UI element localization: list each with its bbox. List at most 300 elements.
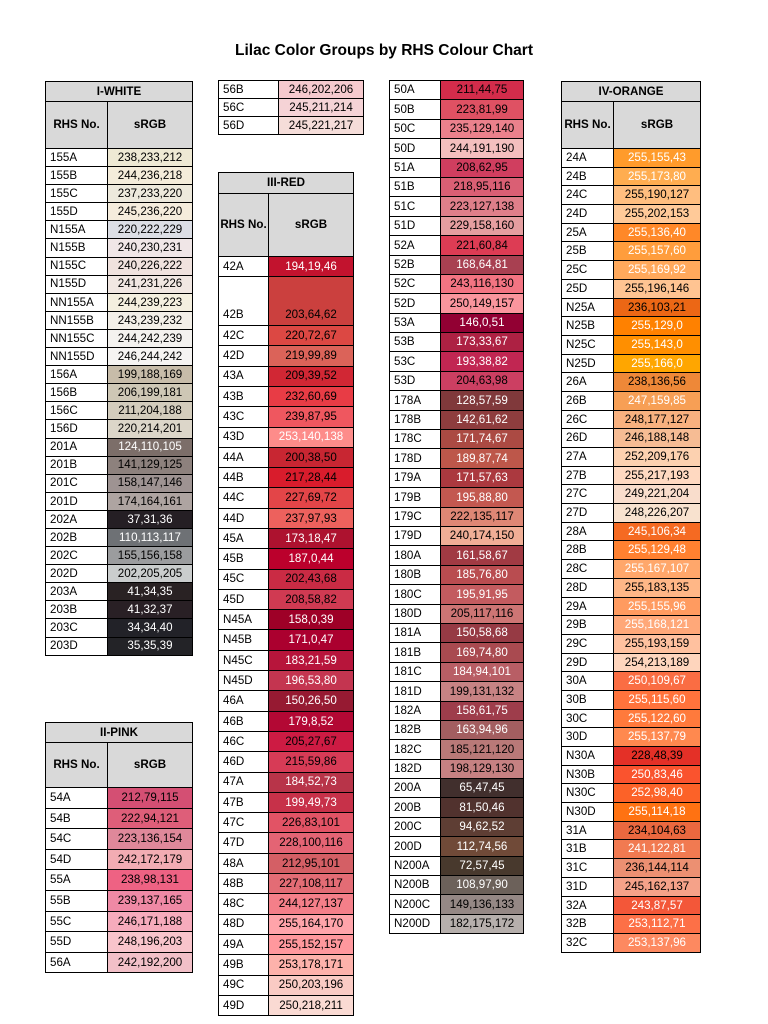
- color-row: [219, 569, 354, 589]
- color-row: [390, 352, 524, 371]
- srgb-swatch: 253,140,138: [269, 427, 354, 447]
- color-row: [562, 690, 701, 709]
- color-row: [390, 449, 524, 468]
- color-row: [219, 752, 354, 772]
- srgb-swatch: 238,136,56: [614, 373, 701, 392]
- color-row: [390, 662, 524, 681]
- rhs-number: 24D: [562, 205, 614, 224]
- srgb-swatch: 253,178,171: [269, 955, 354, 975]
- rhs-number: N45A: [219, 610, 269, 630]
- color-row: [219, 549, 354, 569]
- color-row: [219, 955, 354, 975]
- srgb-swatch: 241,231,226: [108, 275, 193, 293]
- srgb-swatch: 255,143,0: [614, 335, 701, 354]
- color-row: [46, 275, 193, 293]
- color-row: [562, 728, 701, 747]
- rhs-number: 42D: [219, 346, 269, 366]
- rhs-number: N155D: [46, 275, 108, 293]
- color-row: [562, 747, 701, 766]
- rhs-number: NN155B: [46, 311, 108, 329]
- rhs-number: 32B: [562, 915, 614, 934]
- color-row: [562, 616, 701, 635]
- srgb-swatch: 195,88,80: [441, 488, 524, 507]
- rhs-number: 179A: [390, 468, 441, 487]
- srgb-swatch: 158,0,39: [269, 610, 354, 630]
- color-row: [390, 585, 524, 604]
- rhs-number: 26D: [562, 429, 614, 448]
- rhs-number: 25A: [562, 223, 614, 242]
- srgb-swatch: 236,103,21: [614, 298, 701, 317]
- color-row: [219, 995, 354, 1015]
- rhs-number: N45D: [219, 671, 269, 691]
- srgb-swatch: 211,204,188: [108, 402, 193, 420]
- color-row: [46, 149, 193, 167]
- srgb-swatch: 150,58,68: [441, 623, 524, 642]
- srgb-swatch: 184,94,101: [441, 662, 524, 681]
- color-row: [46, 932, 193, 953]
- srgb-swatch: 200,38,50: [269, 447, 354, 467]
- srgb-header: sRGB: [108, 102, 193, 149]
- color-row: [46, 366, 193, 384]
- rhs-number: 25B: [562, 242, 614, 261]
- srgb-swatch: 150,26,50: [269, 691, 354, 711]
- rhs-number: 179D: [390, 526, 441, 545]
- rhs-number: 56C: [219, 99, 279, 117]
- color-row: [46, 829, 193, 850]
- color-row: [46, 185, 193, 203]
- color-row: [219, 407, 354, 427]
- rhs-number: 182C: [390, 740, 441, 759]
- srgb-swatch: 255,202,153: [614, 205, 701, 224]
- srgb-swatch: 94,62,52: [441, 817, 524, 836]
- rhs-number: 54C: [46, 829, 108, 850]
- color-row: [562, 560, 701, 579]
- color-row: [390, 740, 524, 759]
- color-row: [46, 547, 193, 565]
- srgb-swatch: 179,8,52: [269, 711, 354, 731]
- rhs-number: 202D: [46, 565, 108, 583]
- rhs-number: 45D: [219, 589, 269, 609]
- srgb-swatch: 206,199,181: [108, 384, 193, 402]
- srgb-swatch: 195,91,95: [441, 585, 524, 604]
- rhs-header: RHS No.: [46, 102, 108, 149]
- rhs-number: 52C: [390, 274, 441, 293]
- color-row: [562, 784, 701, 803]
- color-row: [390, 197, 524, 216]
- rhs-number: 42C: [219, 326, 269, 346]
- srgb-swatch: 255,114,18: [614, 803, 701, 822]
- color-row: [46, 311, 193, 329]
- color-row: [562, 840, 701, 859]
- srgb-swatch: 171,74,67: [441, 430, 524, 449]
- orange-group-table: [561, 81, 701, 953]
- color-row: [219, 894, 354, 914]
- color-row: [219, 427, 354, 447]
- color-row: [562, 933, 701, 952]
- srgb-swatch: 255,136,40: [614, 223, 701, 242]
- srgb-swatch: 184,52,73: [269, 772, 354, 792]
- pink-group-table: [45, 722, 193, 973]
- color-row: [390, 895, 524, 914]
- rhs-number: NN155A: [46, 293, 108, 311]
- color-row: [219, 508, 354, 528]
- rhs-number: 29D: [562, 653, 614, 672]
- color-row: [46, 402, 193, 420]
- color-row: [562, 672, 701, 691]
- srgb-swatch: 252,209,176: [614, 448, 701, 467]
- color-row: [46, 293, 193, 311]
- srgb-swatch: 255,169,92: [614, 261, 701, 280]
- srgb-swatch: 72,57,45: [441, 856, 524, 875]
- color-row: [390, 507, 524, 526]
- color-row: [562, 634, 701, 653]
- color-row: [562, 167, 701, 186]
- srgb-swatch: 246,188,148: [614, 429, 701, 448]
- rhs-number: N25A: [562, 298, 614, 317]
- color-row: [562, 803, 701, 822]
- rhs-number: 30D: [562, 728, 614, 747]
- color-row: [219, 650, 354, 670]
- color-row: [390, 333, 524, 352]
- color-row: [562, 578, 701, 597]
- color-row: [562, 223, 701, 242]
- rhs-number: 50D: [390, 139, 441, 158]
- srgb-header: sRGB: [614, 102, 701, 149]
- srgb-swatch: 236,144,114: [614, 859, 701, 878]
- rhs-number: 50B: [390, 100, 441, 119]
- rhs-number: 203C: [46, 619, 108, 637]
- rhs-number: 178C: [390, 430, 441, 449]
- color-row: [219, 257, 354, 277]
- srgb-swatch: 244,236,218: [108, 167, 193, 185]
- rhs-number: 178B: [390, 410, 441, 429]
- srgb-swatch: 238,98,131: [108, 870, 193, 891]
- srgb-swatch: 217,28,44: [269, 468, 354, 488]
- srgb-swatch: 173,33,67: [441, 333, 524, 352]
- rhs-number: N25B: [562, 317, 614, 336]
- rhs-number: 52A: [390, 236, 441, 255]
- rhs-number: 202A: [46, 510, 108, 528]
- group-title: II-PINK: [46, 723, 193, 743]
- rhs-number: 180A: [390, 546, 441, 565]
- rhs-number: 44A: [219, 447, 269, 467]
- srgb-swatch: 250,149,157: [441, 294, 524, 313]
- rhs-number: 201A: [46, 438, 108, 456]
- srgb-swatch: 141,129,125: [108, 456, 193, 474]
- rhs-number: 54A: [46, 788, 108, 809]
- rhs-number: 156C: [46, 402, 108, 420]
- color-row: [390, 546, 524, 565]
- color-row: [46, 637, 193, 655]
- color-row: [219, 711, 354, 731]
- rhs-number: 200B: [390, 798, 441, 817]
- color-row: [219, 589, 354, 609]
- srgb-swatch: 212,95,101: [269, 853, 354, 873]
- color-row: [46, 492, 193, 510]
- color-row: [562, 373, 701, 392]
- color-row: [390, 526, 524, 545]
- color-row: [562, 896, 701, 915]
- group-title: I-WHITE: [46, 82, 193, 102]
- srgb-swatch: 242,192,200: [108, 952, 193, 973]
- srgb-swatch: 255,167,107: [614, 560, 701, 579]
- color-row: [219, 81, 364, 99]
- srgb-swatch: 227,108,117: [269, 874, 354, 894]
- rhs-number: N200B: [390, 876, 441, 895]
- rhs-number: 51B: [390, 177, 441, 196]
- rhs-number: 48D: [219, 914, 269, 934]
- srgb-swatch: 169,74,80: [441, 643, 524, 662]
- srgb-swatch: 243,239,232: [108, 311, 193, 329]
- rhs-number: 28C: [562, 560, 614, 579]
- color-row: [46, 438, 193, 456]
- rhs-number: 201B: [46, 456, 108, 474]
- srgb-swatch: 228,100,116: [269, 833, 354, 853]
- rhs-number: 24C: [562, 186, 614, 205]
- rhs-number: 50A: [390, 81, 441, 100]
- srgb-swatch: 255,173,80: [614, 167, 701, 186]
- rhs-number: 47A: [219, 772, 269, 792]
- rhs-number: 155B: [46, 167, 108, 185]
- color-row: [219, 813, 354, 833]
- srgb-swatch: 255,157,60: [614, 242, 701, 261]
- color-row: [390, 876, 524, 895]
- color-row: [46, 510, 193, 528]
- srgb-swatch: 235,129,140: [441, 119, 524, 138]
- srgb-swatch: 243,116,130: [441, 274, 524, 293]
- rhs-number: 178D: [390, 449, 441, 468]
- srgb-swatch: 221,60,84: [441, 236, 524, 255]
- srgb-swatch: 211,44,75: [441, 81, 524, 100]
- srgb-swatch: 226,83,101: [269, 813, 354, 833]
- rhs-number: 51D: [390, 216, 441, 235]
- rhs-number: 53B: [390, 333, 441, 352]
- rhs-number: 156B: [46, 384, 108, 402]
- srgb-swatch: 205,117,116: [441, 604, 524, 623]
- srgb-swatch: 239,137,165: [108, 890, 193, 911]
- srgb-swatch: 245,162,137: [614, 877, 701, 896]
- rhs-number: 182A: [390, 701, 441, 720]
- srgb-swatch: 202,43,68: [269, 569, 354, 589]
- srgb-swatch: 35,35,39: [108, 637, 193, 655]
- srgb-swatch: 185,121,120: [441, 740, 524, 759]
- rhs-header: RHS No.: [219, 194, 269, 257]
- color-row: [46, 384, 193, 402]
- srgb-swatch: 203,64,62: [269, 277, 354, 326]
- rhs-number: 181A: [390, 623, 441, 642]
- rhs-number: 42A: [219, 257, 269, 277]
- srgb-swatch: 232,60,69: [269, 386, 354, 406]
- rhs-number: N200D: [390, 914, 441, 933]
- group-title: III-RED: [219, 173, 354, 194]
- srgb-swatch: 248,226,207: [614, 504, 701, 523]
- srgb-swatch: 252,98,40: [614, 784, 701, 803]
- rhs-number: 48A: [219, 853, 269, 873]
- srgb-swatch: 238,233,212: [108, 149, 193, 167]
- color-row: [46, 239, 193, 257]
- rhs-number: 42B: [219, 277, 269, 326]
- srgb-swatch: 168,64,81: [441, 255, 524, 274]
- color-row: [562, 261, 701, 280]
- srgb-header: sRGB: [108, 743, 193, 788]
- rhs-number: 178A: [390, 391, 441, 410]
- srgb-swatch: 250,203,196: [269, 975, 354, 995]
- srgb-swatch: 199,188,169: [108, 366, 193, 384]
- page-title: Lilac Color Groups by RHS Colour Chart: [235, 42, 533, 59]
- color-row: [562, 242, 701, 261]
- srgb-swatch: 220,72,67: [269, 326, 354, 346]
- srgb-swatch: 34,34,40: [108, 619, 193, 637]
- srgb-swatch: 243,87,57: [614, 896, 701, 915]
- srgb-swatch: 149,136,133: [441, 895, 524, 914]
- color-row: [219, 447, 354, 467]
- srgb-swatch: 245,236,220: [108, 203, 193, 221]
- srgb-swatch: 124,110,105: [108, 438, 193, 456]
- srgb-swatch: 250,109,67: [614, 672, 701, 691]
- rhs-number: 27B: [562, 466, 614, 485]
- rhs-number: N200A: [390, 856, 441, 875]
- color-row: [562, 522, 701, 541]
- color-row: [219, 528, 354, 548]
- rhs-number: 179C: [390, 507, 441, 526]
- rhs-number: 156D: [46, 420, 108, 438]
- rhs-number: 31D: [562, 877, 614, 896]
- color-row: [390, 468, 524, 487]
- rhs-number: 24B: [562, 167, 614, 186]
- rhs-number: 45C: [219, 569, 269, 589]
- color-row: [390, 817, 524, 836]
- rhs-number: 182B: [390, 720, 441, 739]
- srgb-swatch: 234,104,63: [614, 821, 701, 840]
- srgb-swatch: 220,222,229: [108, 221, 193, 239]
- color-row: [390, 488, 524, 507]
- srgb-swatch: 222,94,121: [108, 808, 193, 829]
- srgb-swatch: 189,87,74: [441, 449, 524, 468]
- srgb-swatch: 242,172,179: [108, 849, 193, 870]
- color-row: [562, 597, 701, 616]
- srgb-swatch: 161,58,67: [441, 546, 524, 565]
- rhs-number: 46B: [219, 711, 269, 731]
- color-row: [390, 177, 524, 196]
- color-row: [219, 934, 354, 954]
- srgb-swatch: 209,39,52: [269, 366, 354, 386]
- rhs-number: 180B: [390, 565, 441, 584]
- srgb-header: sRGB: [269, 194, 354, 257]
- color-row: [46, 870, 193, 891]
- srgb-swatch: 237,97,93: [269, 508, 354, 528]
- rhs-number: 54D: [46, 849, 108, 870]
- color-row: [219, 833, 354, 853]
- rhs-number: 31C: [562, 859, 614, 878]
- rhs-number: 53D: [390, 371, 441, 390]
- rhs-number: 202B: [46, 528, 108, 546]
- srgb-swatch: 255,122,60: [614, 709, 701, 728]
- color-row: [46, 257, 193, 275]
- srgb-swatch: 240,174,150: [441, 526, 524, 545]
- srgb-swatch: 196,53,80: [269, 671, 354, 691]
- color-row: [390, 371, 524, 390]
- srgb-swatch: 194,19,46: [269, 257, 354, 277]
- rhs-number: 202C: [46, 547, 108, 565]
- srgb-swatch: 146,0,51: [441, 313, 524, 332]
- rhs-header: RHS No.: [562, 102, 614, 149]
- srgb-swatch: 240,230,231: [108, 239, 193, 257]
- rhs-number: 181D: [390, 682, 441, 701]
- color-row: [562, 317, 701, 336]
- color-row: [562, 765, 701, 784]
- rhs-number: 28D: [562, 578, 614, 597]
- srgb-swatch: 250,83,46: [614, 765, 701, 784]
- color-row: [562, 354, 701, 373]
- srgb-swatch: 155,156,158: [108, 547, 193, 565]
- color-row: [219, 792, 354, 812]
- rhs-header: RHS No.: [46, 743, 108, 788]
- rhs-number: 53C: [390, 352, 441, 371]
- color-row: [219, 326, 354, 346]
- color-row: [219, 731, 354, 751]
- rhs-number: 43A: [219, 366, 269, 386]
- color-row: [390, 682, 524, 701]
- color-row: [562, 504, 701, 523]
- color-row: [562, 448, 701, 467]
- color-row: [390, 100, 524, 119]
- srgb-swatch: 183,21,59: [269, 650, 354, 670]
- srgb-swatch: 250,218,211: [269, 995, 354, 1015]
- rhs-number: N25D: [562, 354, 614, 373]
- rhs-number: 55B: [46, 890, 108, 911]
- rhs-number: 29C: [562, 634, 614, 653]
- rhs-number: 182D: [390, 759, 441, 778]
- rhs-number: 52D: [390, 294, 441, 313]
- rhs-number: N155A: [46, 221, 108, 239]
- rhs-number: 56B: [219, 81, 279, 99]
- srgb-swatch: 218,95,116: [441, 177, 524, 196]
- rhs-number: 27A: [562, 448, 614, 467]
- rhs-number: 201C: [46, 474, 108, 492]
- rhs-number: N30C: [562, 784, 614, 803]
- color-row: [46, 528, 193, 546]
- rhs-number: 24A: [562, 149, 614, 168]
- rhs-number: 200D: [390, 837, 441, 856]
- rhs-number: 49A: [219, 934, 269, 954]
- color-row: [562, 877, 701, 896]
- srgb-swatch: 205,27,67: [269, 731, 354, 751]
- rhs-number: 55D: [46, 932, 108, 953]
- srgb-swatch: 253,137,96: [614, 933, 701, 952]
- rhs-number: 51A: [390, 158, 441, 177]
- color-row: [562, 859, 701, 878]
- rhs-number: 52B: [390, 255, 441, 274]
- srgb-swatch: 182,175,172: [441, 914, 524, 933]
- srgb-swatch: 173,18,47: [269, 528, 354, 548]
- color-row: [46, 221, 193, 239]
- rhs-number: 32A: [562, 896, 614, 915]
- color-row: [390, 837, 524, 856]
- rhs-number: 55A: [46, 870, 108, 891]
- rhs-number: 180C: [390, 585, 441, 604]
- srgb-swatch: 240,226,222: [108, 257, 193, 275]
- color-row: [46, 952, 193, 973]
- color-row: [390, 565, 524, 584]
- srgb-swatch: 223,127,138: [441, 197, 524, 216]
- color-row: [562, 821, 701, 840]
- rhs-number: 27C: [562, 485, 614, 504]
- srgb-swatch: 247,159,85: [614, 391, 701, 410]
- color-row: [562, 466, 701, 485]
- color-row: [390, 294, 524, 313]
- color-row: [390, 643, 524, 662]
- rhs-number: 53A: [390, 313, 441, 332]
